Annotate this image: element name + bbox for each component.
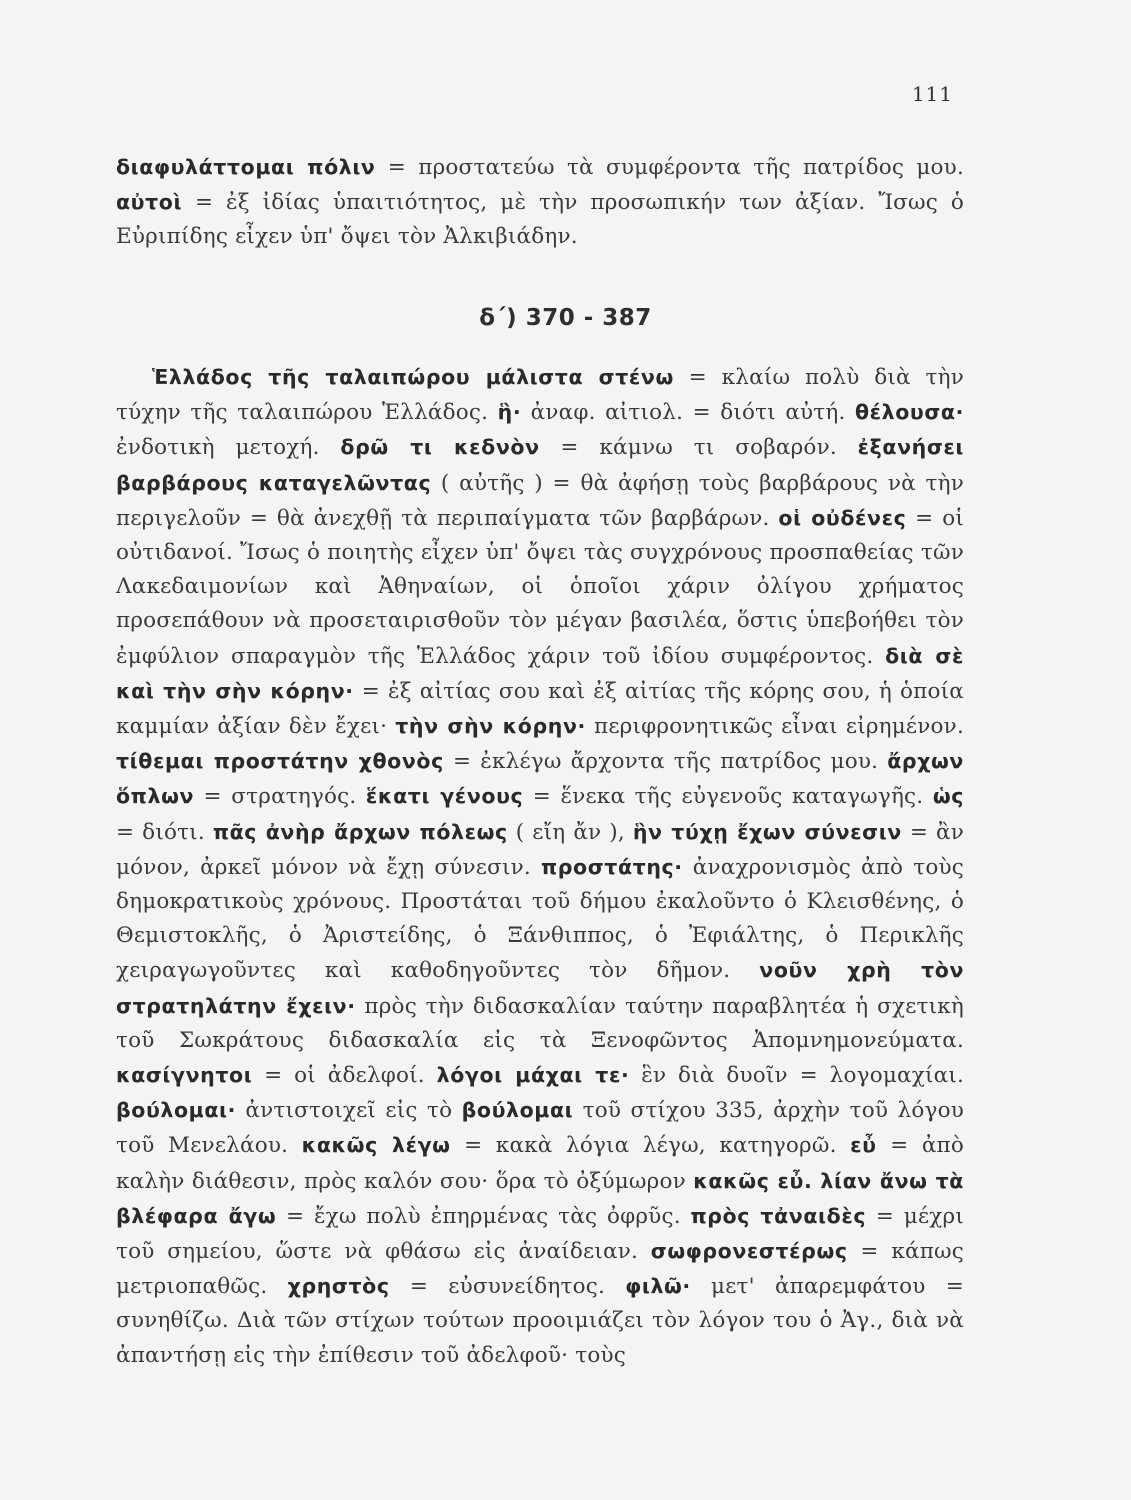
lemma: κακῶς εὖ. λίαν ἄνω τὰ βλέφαρα ἄγω [116, 1168, 964, 1228]
explanation: = ἕνεκα τῆς εὐγενοῦς καταγωγῆς. [523, 784, 933, 810]
lemma: πᾶς ἀνὴρ ἄρχων πόλεως [212, 819, 508, 844]
lemma: δρῶ τι κεδνὸν [340, 435, 540, 460]
lemma: ὡς [932, 784, 964, 809]
lemma: διὰ σὲ καὶ τὴν σὴν κόρην· [116, 643, 964, 703]
explanation: = ἐξ ἰδίας ὑπαιτιότητος, μὲ τὴν προσωπικήν των ἀξίαν. Ἴσως ὁ Εὐριπίδης εἶχεν ὑπ' ὄψει τὸν Ἀλκιβιάδην. [116, 190, 964, 250]
explanation: μετ' ἀπαρεμφάτου = συνηθίζω. Διὰ τῶν στίχων τούτων προοιμιάζει τὸν λόγον του ὁ Ἀγ., διὰ νὰ ἀπαντήσῃ εἰς τὴν ἐπίθεσιν τοῦ ἀδελφοῦ· τοὺς [116, 1274, 964, 1368]
explanation: τοῦ στίχου 335, ἀρχὴν τοῦ λόγου τοῦ Μενελάου. [116, 1098, 964, 1159]
explanation: πρὸς τὴν διδασκαλίαν ταύτην παραβλητέα ἡ σχετικὴ τοῦ Σωκράτους διδασκαλία εἰς τὰ Ξενοφῶντος Ἀπομνημονεύματα. [116, 993, 964, 1053]
explanation: = προστατεύω τὰ συμφέροντα τῆς πατρίδος μου. [375, 155, 964, 180]
explanation: = στρατηγός. [194, 784, 366, 810]
explanation: = οἱ ἀδελφοί. [252, 1063, 437, 1089]
explanation: = ἐξ αἰτίας σου καὶ ἐξ αἰτίας τῆς κόρης σου, ἡ ὁποία καμμίαν ἀξίαν δὲν ἔχει· [116, 678, 965, 740]
explanation: = κακὰ λόγια λέγω, κατηγορῶ. [450, 1133, 851, 1159]
explanation: = ἀπὸ καλὴν διάθεσιν, πρὸς καλόν σου· ὅρα τὸ ὀξύμωρον [116, 1133, 965, 1194]
explanation: ἐνδοτικὴ μετοχή. [116, 435, 341, 461]
explanation: = οἱ οὐτιδανοί. Ἴσως ὁ ποιητὴς εἶχεν ὑπ' ὄψει τὰς συγχρόνους προσπαθείας τῶν Λακεδαιμονίων καὶ Ἀθηναίων, οἱ ὁποῖοι χάριν ὀλίγου χρήματος προσεπάθουν νὰ προσεταιρισθοῦν τὸν μέγαν βασιλέα, ὅστις ὑπεβοήθει τὸν ἐμφύλιον σπαραγμὸν τῆς Ἑλλάδος χάριν τοῦ ἰδίου συμφέροντος. [116, 505, 964, 669]
lemma: Ἑλλάδος τῆς ταλαιπώρου μάλιστα στένω [152, 365, 674, 389]
lemma: ἐξανήσει βαρβάρους καταγελῶντας [116, 435, 964, 495]
lemma: προστάτης· [540, 854, 683, 879]
lemma: πρὸς τἀναιδὲς [690, 1203, 867, 1228]
explanation: ἀναχρονισμὸς ἀπὸ τοὺς δημοκρατικοὺς χρόνους. Προστάται τοῦ δήμου ἐκαλοῦντο ὁ Κλεισθένης, ὁ Θεμιστοκλῆς, ὁ Ἀριστείδης, ὁ Ξάνθιππος, ὁ Ἐφιάλτης, ὁ Περικλῆς χειραγωγοῦντες καὶ καθοδηγοῦντες τὸν δῆμον. [116, 854, 964, 984]
lemma: ἕκατι γένους [365, 784, 524, 809]
lemma: αὐτοὶ [116, 190, 183, 215]
lemma: ἣ· [497, 400, 522, 425]
lemma: εὖ [850, 1133, 877, 1158]
lemma: κασίγνητοι [116, 1063, 253, 1088]
explanation: ἀντιστοιχεῖ εἰς τὸ [236, 1098, 462, 1124]
lemma: σωφρονεστέρως [650, 1239, 848, 1264]
explanation: = μέχρι τοῦ σημείου, ὥστε νὰ φθάσω εἰς ἀναίδειαν. [116, 1203, 964, 1265]
lemma: ἣν τύχῃ ἔχων σύνεσιν [632, 819, 902, 844]
intro-paragraph [116, 150, 964, 255]
explanation: = ἔχω πολὺ ἐπηρμένας τὰς ὀφρῦς. [276, 1203, 691, 1229]
lemma: φιλῶ· [625, 1274, 691, 1299]
explanation: = κάμνω τι σοβαρόν. [539, 435, 858, 461]
lemma: λόγοι μάχαι τε· [436, 1063, 630, 1088]
explanation: περιφρονητικῶς εἶναι εἰρημένον. [585, 714, 964, 740]
commentary-paragraph [116, 360, 964, 1373]
lemma: οἱ οὐδένες [778, 505, 907, 530]
explanation: = ἂν μόνον, ἀρκεῖ μόνον νὰ ἔχῃ σύνεσιν. [116, 819, 964, 880]
lemma: θέλουσα· [854, 400, 964, 425]
explanation: = διότι. [116, 819, 213, 845]
lemma: κακῶς λέγω [301, 1133, 451, 1158]
lemma: νοῦν χρὴ τὸν στρατηλάτην ἔχειν· [116, 958, 965, 1018]
explanation: ἀναφ. αἰτιολ. = διότι αὐτή. [521, 400, 855, 426]
page-number: 111 [911, 82, 953, 106]
explanation: = εὐσυνείδητος. [389, 1274, 626, 1300]
lemma: τίθεμαι προστάτην χθονὸς [116, 749, 444, 774]
explanation: = κάπως μετριοπαθῶς. [116, 1239, 965, 1300]
lemma: βούλομαι [461, 1098, 574, 1123]
lemma: διαφυλάττομαι πόλιν [116, 155, 376, 179]
lemma: χρηστὸς [287, 1274, 390, 1299]
explanation: = κλαίω πολὺ διὰ τὴν τύχην τῆς ταλαιπώρου Ἑλλάδος. [116, 365, 964, 426]
lemma: τὴν σὴν κόρην· [395, 714, 586, 739]
section-heading: δ΄) 370 - 387 [479, 305, 652, 331]
explanation: = ἐκλέγω ἄρχοντα τῆς πατρίδος μου. [443, 749, 888, 775]
lemma: ἄρχων ὅπλων [116, 749, 964, 809]
explanation: ( εἴη ἄν ), [507, 819, 633, 845]
explanation: ἓν διὰ δυοῖν = λογομαχίαι. [629, 1063, 964, 1089]
explanation: ( αὐτῆς ) = θὰ ἀφήσῃ τοὺς βαρβάρους νὰ τὴν περιγελοῦν = θὰ ἀνεχθῇ τὰ περιπαίγματα τῶν βαρβάρων. [116, 470, 964, 531]
lemma: βούλομαι· [116, 1098, 237, 1123]
